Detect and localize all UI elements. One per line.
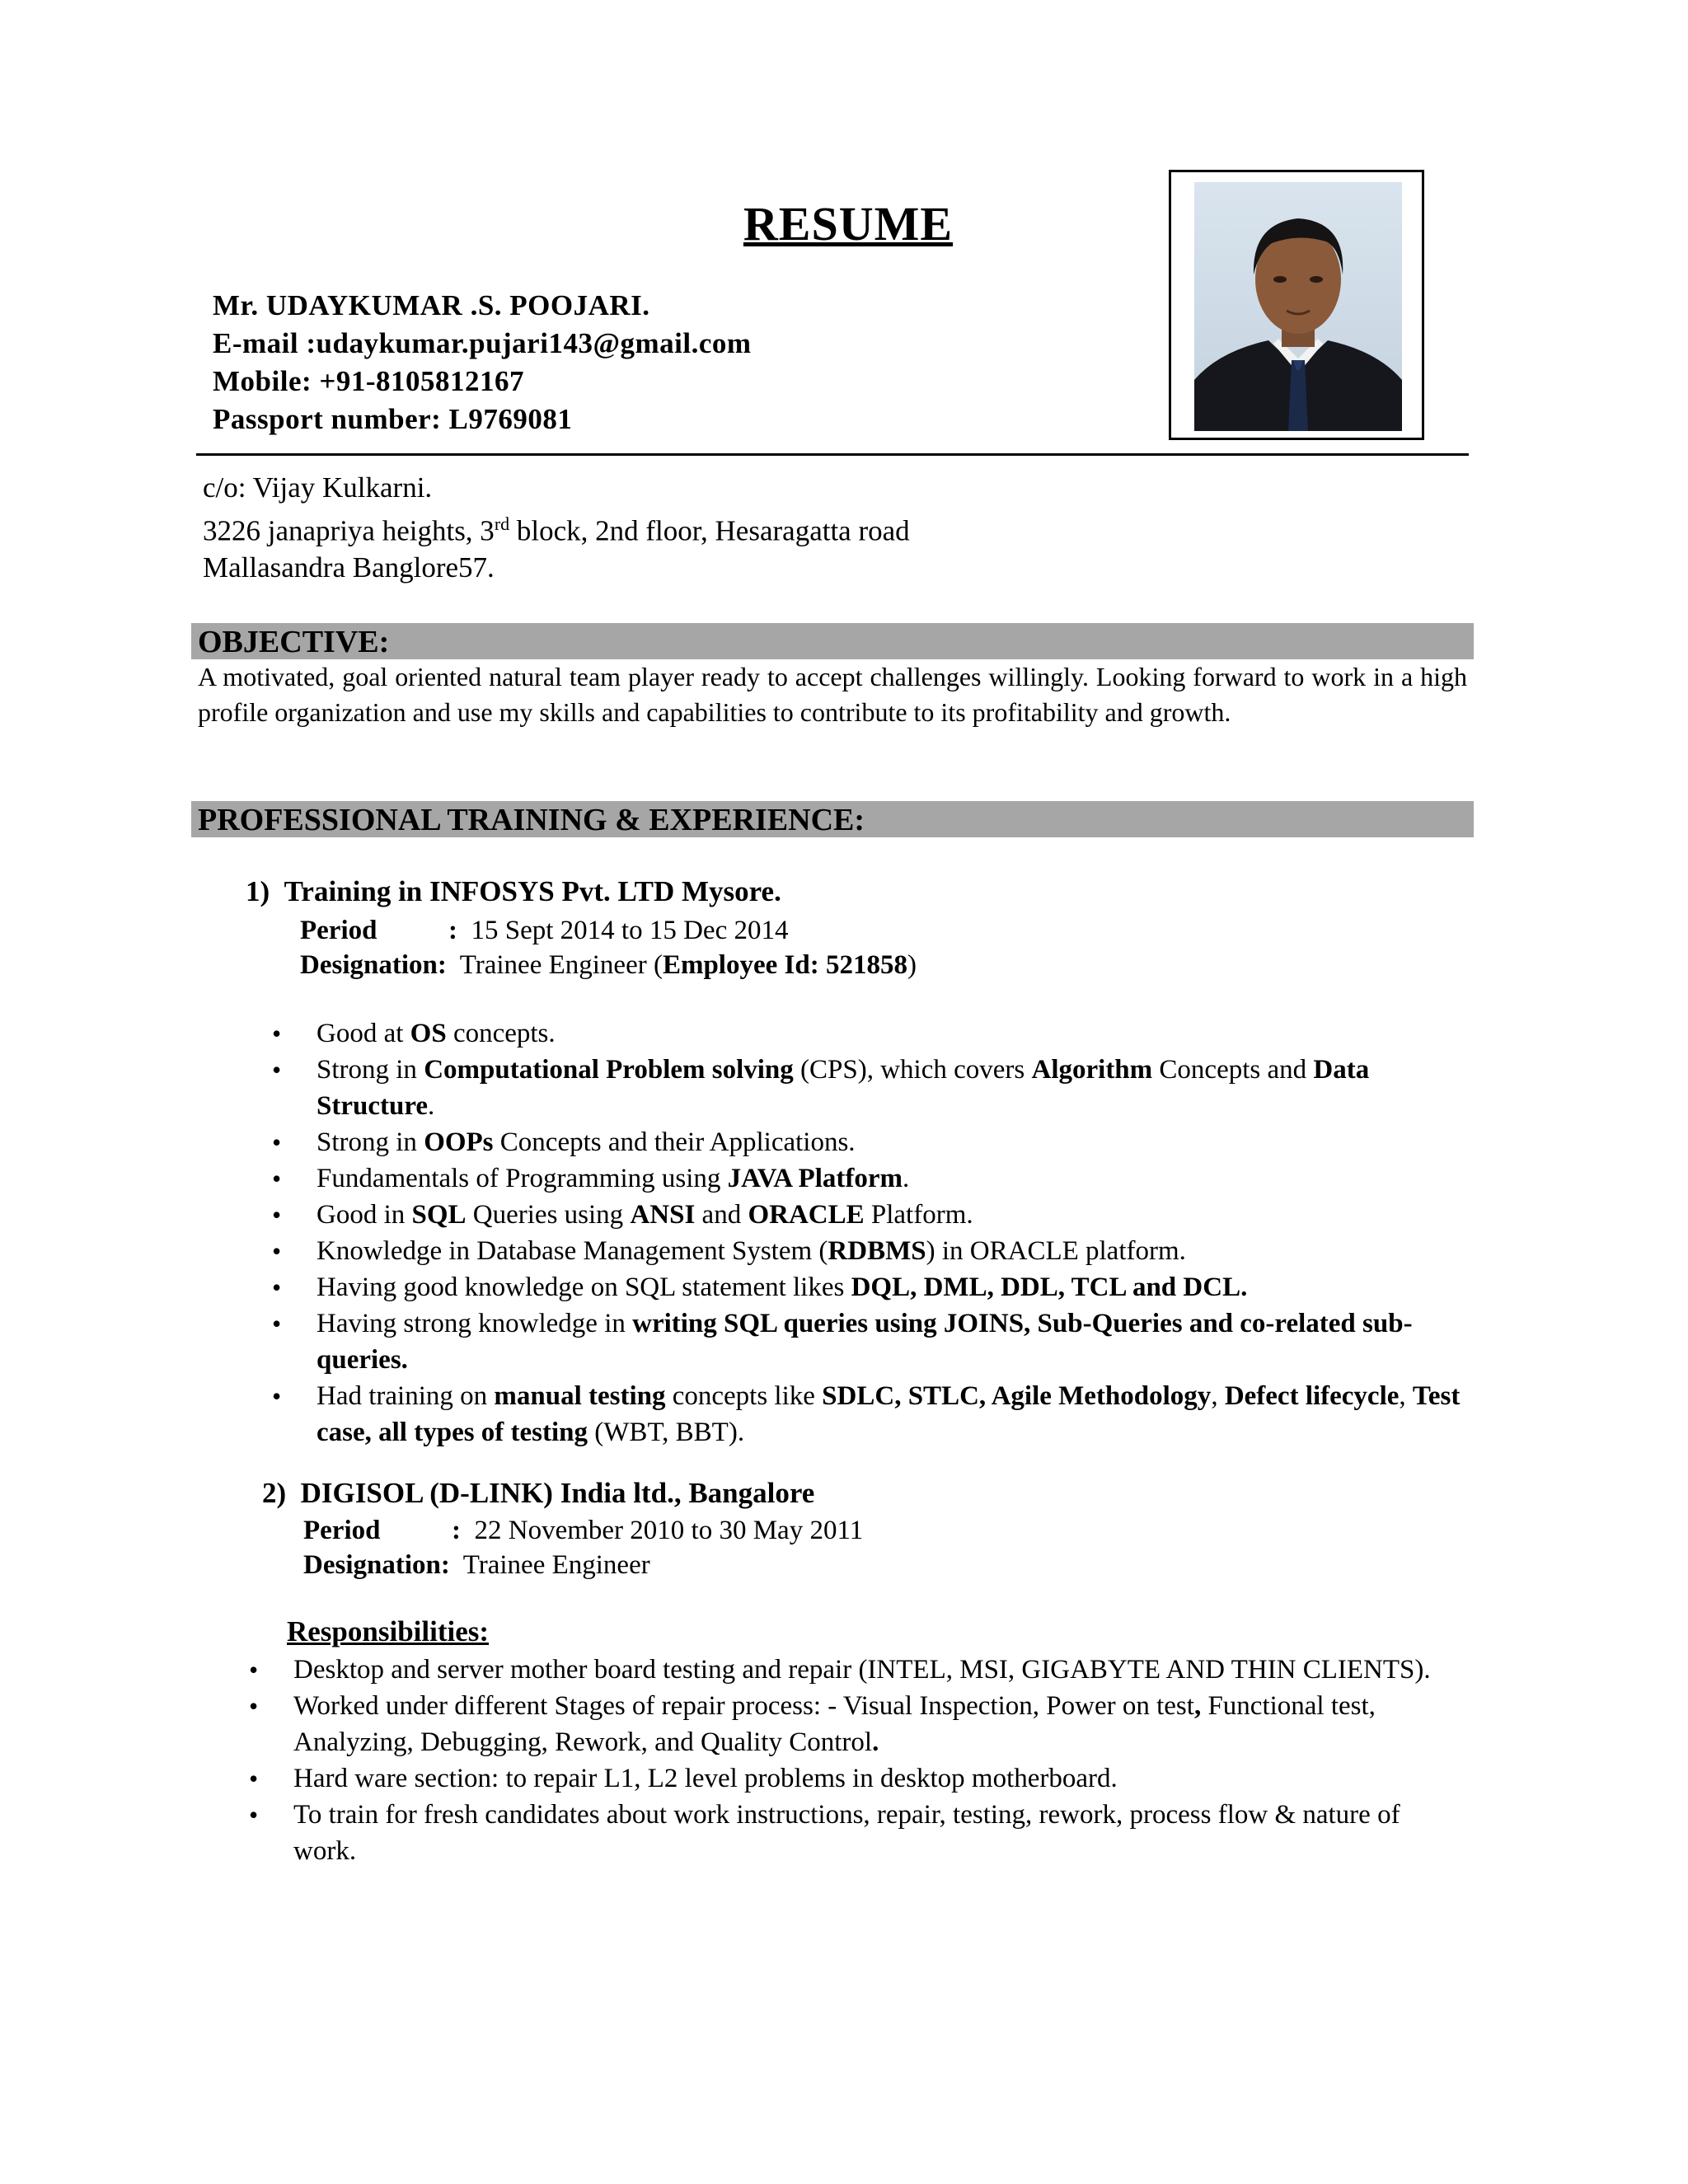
list-item-text: Having good knowledge on SQL statement likes (316, 1272, 851, 1302)
list-item-emphasis: OOPs (424, 1127, 494, 1157)
list-item-text: Having strong knowledge in (316, 1309, 633, 1338)
job2-period-value: 22 November 2010 to 30 May 2011 (474, 1516, 864, 1545)
list-item-text: Worked under different Stages of repair process: - Visual Inspection, Power on test (293, 1691, 1194, 1721)
responsibilities-heading: Responsibilities: (287, 1615, 490, 1647)
list-item-emphasis: manual testing (494, 1381, 666, 1411)
job1-designation-label: Designation: (300, 950, 447, 980)
list-item-text: Functional test, Analyzing, Debugging, Rework, and Quality Control (293, 1691, 1376, 1757)
job1-period (300, 913, 917, 948)
bullet-icon: • (249, 1691, 259, 1721)
address-line-2-b: block, 2nd floor, Hesaragatta road (509, 514, 910, 547)
list-item-text: . (903, 1164, 910, 1193)
bullet-icon: • (272, 1164, 282, 1193)
job1-number: 1) (246, 875, 270, 907)
list-item-text: Good in (316, 1200, 412, 1230)
list-item-text: Concepts and their Applications. (493, 1127, 856, 1157)
job1-title (246, 875, 781, 908)
bullet-icon: • (272, 1236, 282, 1266)
passport-line: Passport number: L9769081 (213, 403, 573, 435)
list-item (272, 1015, 1479, 1052)
job2-responsibility-list (249, 1652, 1456, 1869)
bullet-icon: • (272, 1055, 282, 1085)
address-line-1: c/o: Vijay Kulkarni. (203, 471, 433, 504)
list-item-text: , (1399, 1381, 1413, 1411)
address-line-2-a: 3226 janapriya heights, 3 (203, 514, 495, 547)
job2-number: 2) (262, 1477, 287, 1509)
job2-title-text: DIGISOL (D-LINK) India ltd., Bangalore (300, 1477, 815, 1509)
job1-period-sep: : (448, 916, 457, 945)
list-item-text: . (428, 1091, 435, 1121)
bullet-icon: • (272, 1272, 282, 1302)
list-item-text: ) in ORACLE platform. (926, 1236, 1186, 1266)
list-item-text: (CPS), which covers (793, 1055, 1032, 1085)
job1-designation (300, 948, 917, 982)
list-item-emphasis: ORACLE (748, 1200, 865, 1230)
list-item (272, 1233, 1479, 1269)
header-divider (196, 453, 1469, 456)
list-item-emphasis: Data Structure (316, 1055, 1370, 1121)
list-item-text: Concepts and (1152, 1055, 1314, 1085)
list-item (249, 1760, 1456, 1797)
bullet-icon: • (272, 1019, 282, 1048)
address-line-2 (203, 506, 910, 550)
job2-period-label: Period (303, 1516, 381, 1545)
list-item-text: , (1211, 1381, 1225, 1411)
objective-heading: OBJECTIVE: (191, 623, 1474, 659)
profile-photo (1169, 170, 1424, 440)
list-item-emphasis: SQL (411, 1200, 467, 1230)
mobile-line: Mobile: +91-8105812167 (213, 365, 524, 397)
list-item (272, 1378, 1479, 1451)
job2-details (303, 1513, 863, 1582)
job1-title-text: Training in INFOSYS Pvt. LTD Mysore. (284, 875, 781, 907)
list-item-text: Queries using (466, 1200, 631, 1230)
list-item-text: concepts like (665, 1381, 823, 1411)
list-item-emphasis: JAVA Platform (727, 1164, 903, 1193)
list-item-emphasis: Test case, all types of testing (316, 1381, 1461, 1447)
list-item (249, 1797, 1456, 1869)
bullet-icon: • (272, 1127, 282, 1157)
list-item-text: Knowledge in Database Management System ( (316, 1236, 828, 1266)
email-line: E-mail :udaykumar.pujari143@gmail.com (213, 327, 752, 359)
list-item (272, 1124, 1479, 1160)
bullet-icon: • (272, 1381, 282, 1411)
job2-designation-label: Designation: (303, 1550, 450, 1580)
job1-skill-list (272, 1015, 1479, 1451)
bullet-icon: • (249, 1800, 259, 1830)
list-item-text: To train for fresh candidates about work instructions, repair, testing, rework, process flow & nature of work. (293, 1800, 1400, 1866)
list-item (249, 1652, 1456, 1688)
list-item-text: Fundamentals of Programming using (316, 1164, 728, 1193)
list-item-emphasis: Computational Problem solving (424, 1055, 794, 1085)
list-item-emphasis: , (1193, 1691, 1202, 1721)
list-item-text: Good at (316, 1019, 410, 1048)
list-item-text: (WBT, BBT). (588, 1418, 745, 1447)
list-item (249, 1688, 1456, 1760)
person-photo-icon (1194, 182, 1402, 431)
bullet-icon: • (249, 1764, 259, 1793)
experience-heading: PROFESSIONAL TRAINING & EXPERIENCE: (191, 801, 1474, 837)
list-item-emphasis: RDBMS (828, 1236, 926, 1266)
job1-designation-value: Trainee Engineer ( (459, 950, 663, 980)
job2-title (262, 1477, 814, 1510)
list-item-emphasis: . (872, 1727, 879, 1757)
job1-details (300, 913, 917, 982)
list-item-text: Desktop and server mother board testing and repair (INTEL, MSI, GIGABYTE AND THIN CLIENTS). (293, 1655, 1431, 1685)
job1-employee-id: Employee Id: 521858 (662, 950, 907, 980)
bullet-icon: • (272, 1200, 282, 1230)
page-title: RESUME (743, 197, 954, 251)
list-item (272, 1160, 1479, 1197)
list-item-text: Platform. (864, 1200, 973, 1230)
candidate-name: Mr. UDAYKUMAR .S. POOJARI. (213, 289, 650, 321)
address-line-3: Mallasandra Banglore57. (203, 551, 495, 583)
job1-designation-close: ) (907, 950, 917, 980)
list-item (272, 1197, 1479, 1233)
contact-block (213, 287, 752, 438)
list-item-emphasis: DQL, DML, DDL, TCL and DCL. (851, 1272, 1248, 1302)
job2-period (303, 1513, 863, 1548)
list-item-emphasis: SDLC, STLC, Agile Methodology (822, 1381, 1212, 1411)
address-block (203, 470, 910, 586)
list-item-emphasis: ANSI (630, 1200, 696, 1230)
job2-designation (303, 1548, 863, 1582)
list-item-text: Had training on (316, 1381, 495, 1411)
address-line-2-sup: rd (494, 513, 510, 534)
list-item-emphasis: OS (410, 1019, 447, 1048)
list-item-emphasis: Defect lifecycle (1224, 1381, 1400, 1411)
job1-period-value: 15 Sept 2014 to 15 Dec 2014 (471, 916, 789, 945)
list-item-emphasis: writing SQL queries using JOINS, Sub-Queries and co-related sub-queries. (316, 1309, 1413, 1375)
job1-period-label: Period (300, 916, 377, 945)
job2-designation-value: Trainee Engineer (462, 1550, 650, 1580)
list-item-emphasis: Algorithm (1031, 1055, 1153, 1085)
list-item-text: and (695, 1200, 748, 1230)
bullet-icon: • (249, 1655, 259, 1685)
job2-period-sep: : (452, 1516, 461, 1545)
bullet-icon: • (272, 1309, 282, 1338)
list-item-text: concepts. (446, 1019, 556, 1048)
list-item (272, 1269, 1479, 1305)
list-item (272, 1052, 1479, 1124)
list-item (272, 1305, 1479, 1378)
list-item-text: Strong in (316, 1127, 424, 1157)
list-item-text: Hard ware section: to repair L1, L2 level problems in desktop motherboard. (293, 1764, 1118, 1793)
objective-text: A motivated, goal oriented natural team player ready to accept challenges willingly. Looking forward to work in a high profile organization and use my skills and capabilities to contribute to its profitability and growth. (198, 662, 1467, 727)
list-item-text: Strong in (316, 1055, 424, 1085)
